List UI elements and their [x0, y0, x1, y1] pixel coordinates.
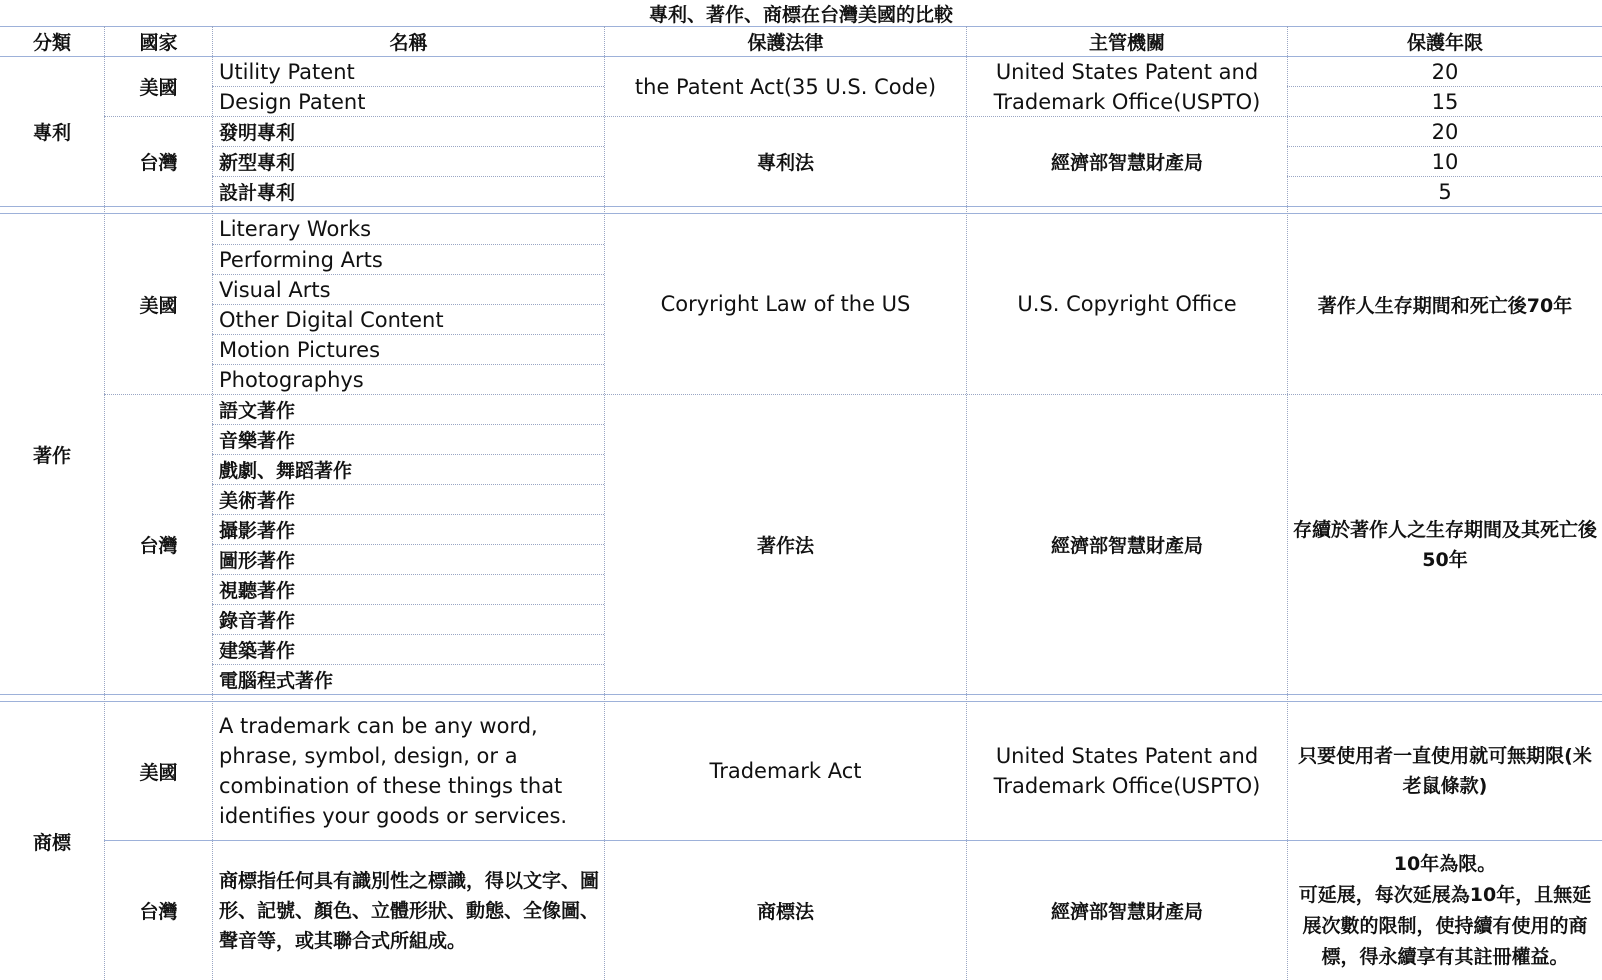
country-us: 美國: [139, 761, 178, 784]
country-tw: 台灣: [139, 901, 178, 923]
term-cell: 存續於著作人之生存期間及其死亡後50年: [1292, 518, 1597, 571]
term-cell: 15: [1431, 89, 1459, 114]
name-cell: 語文著作: [219, 400, 296, 422]
term-cell: 20: [1431, 59, 1459, 84]
gridline: [0, 206, 1602, 207]
agency-cell: 經濟部智慧財產局: [1050, 152, 1203, 174]
law-cell: Coryright Law of the US: [660, 292, 911, 316]
name-cell: Photographys: [219, 367, 364, 392]
name-cell: Motion Pictures: [219, 337, 381, 362]
law-cell: 著作法: [756, 535, 814, 557]
country-tw: 台灣: [139, 152, 178, 174]
law-cell: 商標法: [756, 901, 814, 923]
category-patent: 專利: [32, 122, 71, 144]
name-cell: 錄音著作: [219, 610, 296, 632]
country-us: 美國: [139, 77, 178, 99]
name-cell: 美術著作: [219, 490, 296, 512]
agency-cell: 經濟部智慧財產局: [1050, 535, 1203, 557]
term-cell: [1288, 841, 1602, 980]
name-cell: 圖形著作: [219, 550, 296, 572]
header-agency: 主管機關: [1088, 32, 1165, 54]
country-us: 美國: [139, 294, 178, 317]
header-name: 名稱: [389, 32, 428, 54]
name-cell: 設計專利: [219, 182, 296, 204]
name-cell: Visual Arts: [219, 277, 331, 302]
law-cell: 專利法: [756, 152, 814, 174]
gridline: [0, 694, 1602, 695]
term-cell: 著作人生存期間和死亡後70年: [1317, 294, 1573, 317]
law-cell: Trademark Act: [709, 759, 862, 783]
term-line: 10年為限。: [1393, 852, 1497, 875]
name-cell: 建築著作: [219, 640, 296, 662]
name-cell: Other Digital Content: [219, 307, 444, 332]
category-trademark: 商標: [32, 831, 71, 854]
term-cell: 10: [1431, 149, 1459, 174]
name-cell: 新型專利: [219, 152, 296, 174]
name-cell: 商標指任何具有識別性之標識，得以文字、圖形、記號、顏色、立體形狀、動態、全像圖、聲音等，或其聯合式所組成。: [219, 869, 600, 952]
name-cell: A trademark can be any word, phrase, symbol, design, or a combination of these things that identifies your goods or services.: [219, 714, 568, 828]
law-cell: the Patent Act(35 U.S. Code): [634, 74, 937, 99]
name-cell: 視聽著作: [219, 580, 296, 602]
name-cell: Performing Arts: [219, 247, 383, 272]
category-copyright: 著作: [32, 444, 71, 467]
name-cell: 攝影著作: [219, 520, 296, 542]
name-cell: Literary Works: [219, 217, 372, 241]
header-term: 保護年限: [1406, 32, 1483, 54]
country-tw: 台灣: [139, 535, 178, 557]
term-line: 可延展，每次延展為10年，且無延展次數的限制，使持續有使用的商標，得永續享有其註冊權益。: [1298, 883, 1592, 968]
agency-cell: U.S. Copyright Office: [1017, 292, 1237, 316]
name-cell: Design Patent: [219, 89, 366, 114]
term-cell: 20: [1431, 119, 1459, 144]
header-country: 國家: [139, 32, 178, 54]
term-cell: 只要使用者一直使用就可無期限(米老鼠條款): [1298, 745, 1592, 797]
name-cell: 電腦程式著作: [219, 670, 334, 692]
agency-cell: United States Patent and Trademark Office(USPTO): [993, 744, 1261, 798]
name-cell: 戲劇、舞蹈著作: [219, 460, 353, 482]
header-category: 分類: [32, 32, 71, 54]
name-cell: 音樂著作: [219, 430, 296, 452]
agency-cell: 經濟部智慧財產局: [1050, 901, 1203, 923]
name-cell: Utility Patent: [219, 59, 355, 84]
header-law: 保護法律: [747, 32, 824, 54]
table-title: 專利、著作、商標在台灣美國的比較: [648, 3, 953, 26]
term-cell: 5: [1438, 179, 1452, 204]
name-cell: 發明專利: [219, 122, 296, 144]
agency-cell: United States Patent and Trademark Office(USPTO): [993, 59, 1261, 114]
